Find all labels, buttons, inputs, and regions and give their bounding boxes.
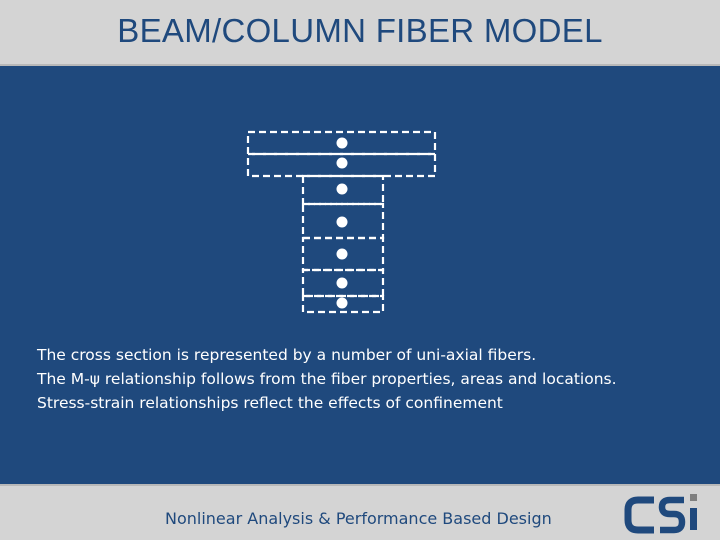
fiber-centroid-1 — [337, 138, 348, 149]
body-line-2: The M-ψ relationship follows from the fiber properties, areas and locations. — [37, 370, 617, 388]
fiber-centroid-4 — [337, 217, 348, 228]
fiber-centroid-2 — [337, 158, 348, 169]
csi-logo-icon — [624, 492, 708, 538]
fiber-centroid-6 — [337, 278, 348, 289]
slide-title: BEAM/COLUMN FIBER MODEL — [117, 12, 603, 49]
fiber-centroid-5 — [337, 249, 348, 260]
body-text — [37, 343, 697, 415]
fiber-centroid-7 — [337, 298, 348, 309]
footer-bar — [0, 484, 720, 540]
body-line-1: The cross section is represented by a number of uni-axial fibers. — [37, 346, 537, 364]
body-line-3: Stress-strain relationships reflect the effects of confinement — [37, 394, 503, 412]
fiber-centroid-3 — [337, 184, 348, 195]
footer-text: Nonlinear Analysis & Performance Based Design — [165, 509, 552, 528]
